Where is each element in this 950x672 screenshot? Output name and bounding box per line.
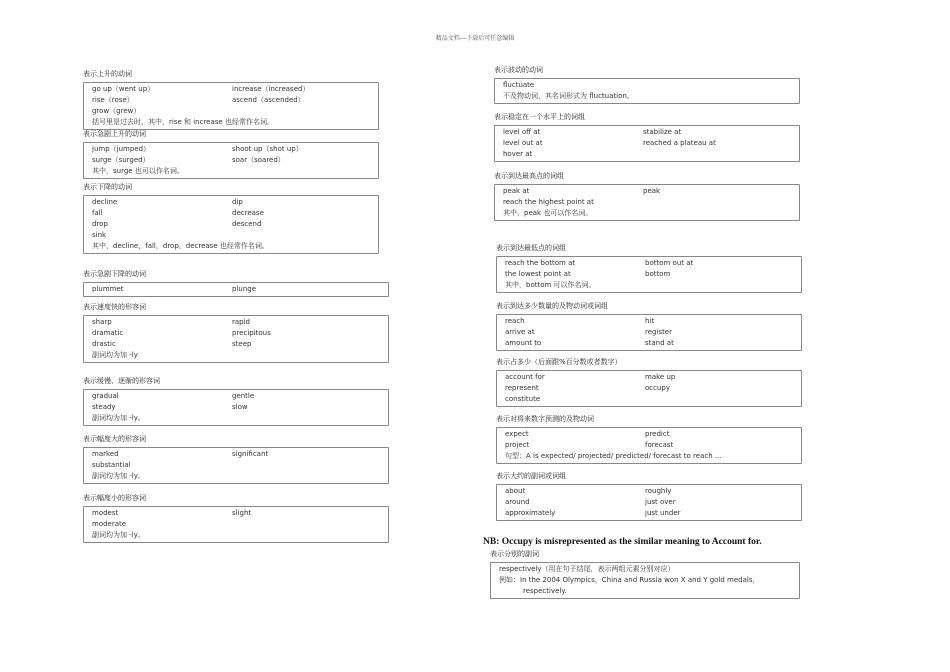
term-left: account for [505, 373, 545, 381]
term-row [84, 155, 378, 166]
section-box [83, 315, 389, 363]
term-right: plunge [232, 285, 257, 293]
section-box [83, 506, 389, 543]
term-row [497, 327, 801, 338]
section-title: 表示到达最高点的词组 [494, 172, 564, 180]
term-right: slow [232, 403, 248, 411]
term-row [84, 284, 388, 295]
section-title: 表示波动的动词 [494, 66, 543, 74]
term-right: predict [645, 430, 670, 438]
term-right: forecast [645, 441, 674, 449]
term-left: decline [92, 198, 118, 206]
term-right [232, 106, 378, 117]
section-box [496, 256, 802, 293]
section-box [496, 314, 802, 351]
term-left: go up（went up） [92, 85, 155, 93]
term-row [84, 95, 378, 106]
section-note: 其中，peak 也可以作名词。 [503, 209, 593, 217]
term-row [495, 186, 799, 197]
term-right: bottom out at [645, 259, 694, 267]
term-right: just over [645, 498, 676, 506]
term-right: slight [232, 509, 252, 517]
term-row [495, 138, 799, 149]
section-note: 副词均为加 -ly [92, 351, 138, 359]
section-box [83, 282, 389, 297]
term-left: drastic [92, 340, 116, 348]
term-row [497, 429, 801, 440]
term-left: moderate [92, 520, 127, 528]
term-row [84, 449, 388, 460]
respectively-example: 例如：In the 2004 Olympics，China and Russia won X and Y gold medals， [499, 576, 760, 584]
section-title: 表示占多少（后面跟%百分数或者数字） [496, 358, 622, 366]
term-left: marked [92, 450, 119, 458]
term-right: dip [232, 198, 243, 206]
section-note: 其中，bottom 可以作名词。 [505, 281, 596, 289]
term-row [84, 508, 388, 519]
term-row [497, 508, 801, 519]
term-left: grow（grew） [92, 107, 141, 115]
term-left: peak at [503, 187, 530, 195]
term-right [643, 80, 799, 91]
section-box [83, 389, 389, 426]
term-right [643, 149, 799, 160]
section-right-4 [496, 302, 802, 351]
term-left: sharp [92, 318, 112, 326]
term-left: drop [92, 220, 108, 228]
term-left: expect [505, 430, 529, 438]
section-title: 表示分别的副词 [490, 550, 539, 558]
section-left-0 [83, 70, 379, 130]
term-right: precipitous [232, 329, 271, 337]
term-row [84, 84, 378, 95]
term-right: register [645, 328, 672, 336]
section-note: 其中，surge 也可以作名词。 [92, 167, 184, 175]
term-row [497, 383, 801, 394]
term-right: decrease [232, 209, 264, 217]
respectively-example-end: respectively. [523, 587, 567, 595]
term-left: approximately [505, 509, 556, 517]
section-title: 表示到达多少数量的及物动词或词组 [496, 302, 608, 310]
section-title: 表示对将来数字预测的及物动词 [496, 415, 594, 423]
term-right: peak [643, 187, 661, 195]
term-left: modest [92, 509, 119, 517]
term-row [84, 144, 378, 155]
section-box [83, 447, 389, 484]
term-left: rise（rose） [92, 96, 134, 104]
term-row [84, 402, 388, 413]
section-note: 副词均为加 -ly。 [92, 531, 145, 539]
term-right: roughly [645, 487, 672, 495]
term-right: make up [645, 373, 676, 381]
term-right: just under [645, 509, 681, 517]
section-note: 其中，decline，fall，drop，decrease 也经常作名词。 [92, 242, 269, 250]
term-right: gentle [232, 392, 255, 400]
term-row [495, 197, 799, 208]
term-row [497, 486, 801, 497]
term-right: reached a plateau at [643, 139, 716, 147]
term-right: stand at [645, 339, 674, 347]
term-right [232, 519, 388, 530]
section-title: 表示缓慢、逐渐的形容词 [83, 377, 160, 385]
section-title: 表示急剧上升的动词 [83, 130, 146, 138]
term-row [84, 328, 388, 339]
term-right [643, 197, 799, 208]
nb-note: NB: Occupy is misrepresented as the similar meaning to Account for. [483, 537, 762, 547]
term-left: hover at [503, 150, 533, 158]
term-left: dramatic [92, 329, 124, 337]
term-right [645, 394, 801, 405]
term-row [84, 106, 378, 117]
term-row [497, 269, 801, 280]
term-right: stabilize at [643, 128, 682, 136]
section-box [83, 142, 379, 179]
term-row [84, 219, 378, 230]
term-row [495, 80, 799, 91]
term-left: amount to [505, 339, 542, 347]
term-row [497, 258, 801, 269]
term-row [84, 391, 388, 402]
section-right-3 [496, 244, 802, 293]
respectively-definition: respectively（用在句子结尾，表示两组元素分别对应） [499, 565, 675, 573]
term-row [497, 372, 801, 383]
term-left: arrive at [505, 328, 535, 336]
section-box [496, 370, 802, 407]
term-left: substantial [92, 461, 131, 469]
term-left: jump（jumped） [92, 145, 151, 153]
term-right: significant [232, 450, 269, 458]
term-right: descend [232, 220, 262, 228]
term-left: reach the highest point at [503, 198, 594, 206]
section-left-7 [83, 494, 389, 543]
term-left: reach [505, 317, 525, 325]
section-right-2 [494, 172, 800, 221]
section-left-1 [83, 130, 379, 179]
section-box [494, 184, 800, 221]
section-left-5 [83, 377, 389, 426]
section-box [496, 427, 802, 464]
term-right [232, 230, 378, 241]
term-right: hit [645, 317, 655, 325]
section-box [494, 125, 800, 162]
term-left: project [505, 441, 530, 449]
term-row [495, 149, 799, 160]
term-left: the lowest point at [505, 270, 571, 278]
section-left-3 [83, 270, 389, 297]
term-left: sink [92, 231, 107, 239]
term-row [497, 394, 801, 405]
term-left: level out at [503, 139, 543, 147]
term-left: constitute [505, 395, 541, 403]
term-left: steady [92, 403, 116, 411]
page-header: 精品文档---下载后可任意编辑 [435, 35, 515, 42]
term-left: level off at [503, 128, 541, 136]
section-box [83, 82, 379, 130]
section-title: 表示速度快的形容词 [83, 303, 146, 311]
term-row [497, 316, 801, 327]
section-title: 表示稳定在一个水平上的词组 [494, 113, 585, 121]
term-right: steep [232, 340, 252, 348]
term-row [497, 338, 801, 349]
term-left: plummet [92, 285, 124, 293]
section-title: 表示上升的动词 [83, 70, 132, 78]
section-title: 表示下降的动词 [83, 183, 132, 191]
section-note: 括号里是过去时，其中，rise 和 increase 也经常作名词。 [92, 118, 274, 126]
term-left: about [505, 487, 526, 495]
section-title: 表示急剧下降的动词 [83, 270, 146, 278]
term-right [232, 460, 388, 471]
term-row [497, 440, 801, 451]
section-title: 表示大约的副词或词组 [496, 472, 566, 480]
term-right: rapid [232, 318, 250, 326]
section-title: 表示幅度大的形容词 [83, 435, 146, 443]
term-right: shoot up（shot up） [232, 145, 303, 153]
section-respectively [490, 550, 800, 599]
section-left-4 [83, 303, 389, 363]
term-row [84, 208, 378, 219]
term-row [84, 197, 378, 208]
term-row [84, 230, 378, 241]
term-row [84, 317, 388, 328]
term-row [84, 339, 388, 350]
term-row [497, 497, 801, 508]
term-row [495, 127, 799, 138]
section-right-0 [494, 66, 800, 104]
section-left-2 [83, 183, 379, 254]
term-left: fluctuate [503, 81, 535, 89]
term-left: surge（surged） [92, 156, 150, 164]
section-box [83, 195, 379, 254]
section-note: 副词均为加 -ly。 [92, 414, 145, 422]
section-box [496, 484, 802, 521]
term-left: represent [505, 384, 539, 392]
section-right-6 [496, 415, 802, 464]
term-left: fall [92, 209, 103, 217]
section-title: 表示到达最低点的词组 [496, 244, 566, 252]
term-left: gradual [92, 392, 119, 400]
section-right-5 [496, 358, 802, 407]
section-right-1 [494, 113, 800, 162]
section-left-6 [83, 435, 389, 484]
term-row [84, 460, 388, 471]
term-right: ascend（ascended） [232, 96, 305, 104]
section-note: 副词均为加 -ly。 [92, 472, 145, 480]
section-note: 不及物动词，其名词形式为 fluctuation。 [503, 92, 634, 100]
term-left: reach the bottom at [505, 259, 576, 267]
term-right: bottom [645, 270, 671, 278]
term-left: around [505, 498, 530, 506]
term-right: soar（soared） [232, 156, 285, 164]
term-right: occupy [645, 384, 671, 392]
section-box [494, 78, 800, 104]
term-right: increase（increased） [232, 85, 310, 93]
section-right-7 [496, 472, 802, 521]
section-note: 句型：A is expected/ projected/ predicted/ forecast to reach ... [505, 452, 722, 460]
section-box [490, 562, 800, 599]
term-row [84, 519, 388, 530]
section-title: 表示幅度小的形容词 [83, 494, 146, 502]
